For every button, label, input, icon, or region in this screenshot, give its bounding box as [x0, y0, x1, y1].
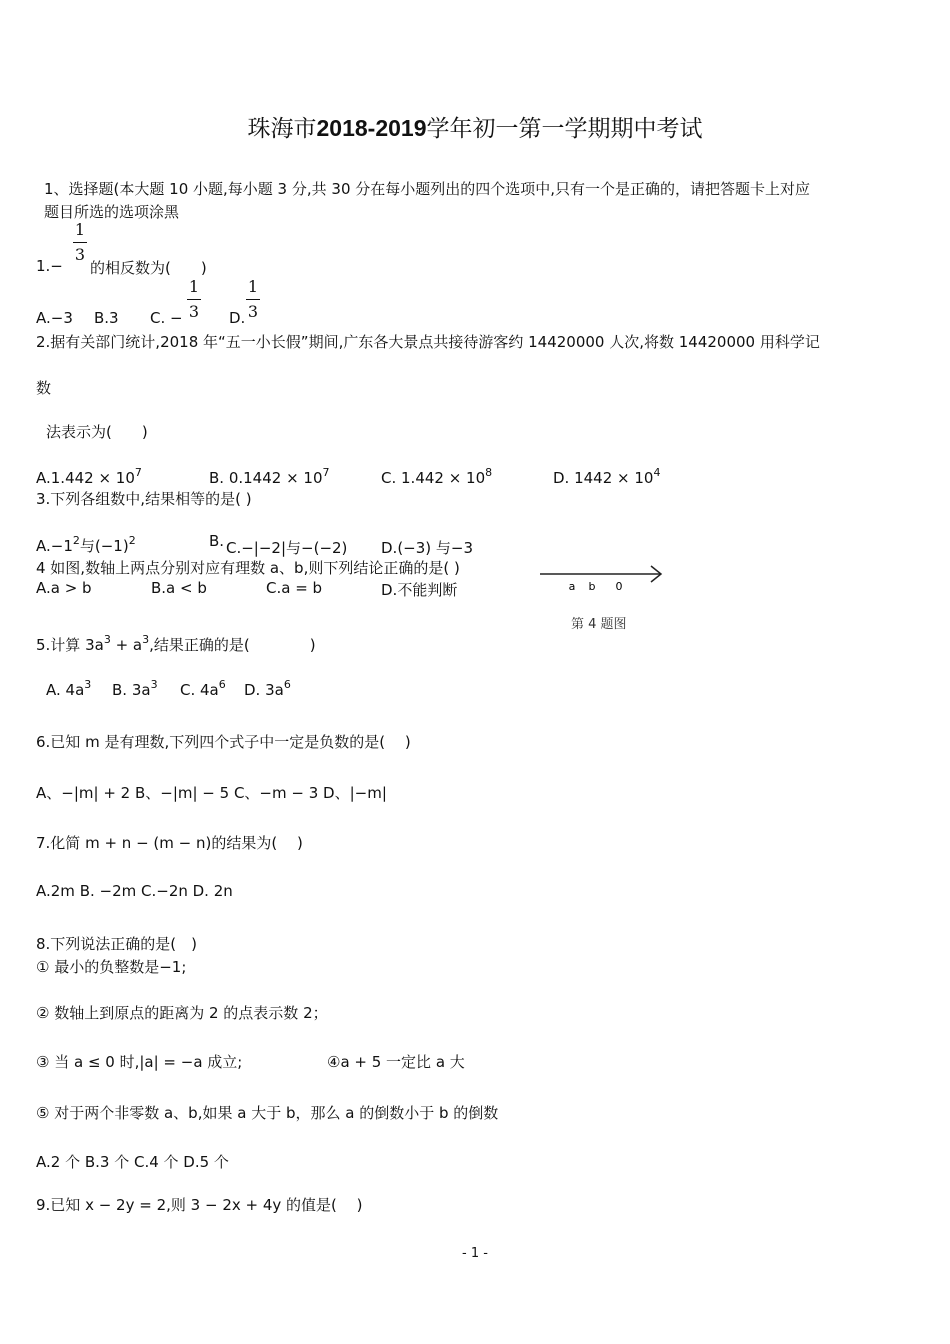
q1-option-d: D. — [229, 309, 246, 327]
q5-option-c: C. $4a^6$ — [180, 678, 226, 699]
number-line-figure — [535, 560, 670, 600]
q1-option-d-fraction: 1 3 — [247, 277, 259, 321]
q8-statement-1: ① 最小的负整数是−1; — [36, 958, 187, 976]
q5-stem: 5.计算 $3a^3 + a^3$,结果正确的是( ) — [36, 633, 316, 654]
q7-options: A.2m B. −2m C.−2n D. 2n — [36, 882, 233, 900]
q8-options: A.2 个 B.3 个 C.4 个 D.5 个 — [36, 1153, 229, 1171]
q8-statement-5: ⑤ 对于两个非零数 a、b,如果 a 大于 b，那么 a 的倒数小于 b 的倒数 — [36, 1104, 499, 1122]
q1-option-a: A.−3 — [36, 309, 73, 327]
section-instruction-line1: 1、选择题(本大题 10 小题,每小题 3 分,共 30 分在每小题列出的四个选项中,只有一个是正确的，请把答题卡上对应 — [44, 180, 811, 198]
number-line-label-0: 0 — [615, 580, 623, 593]
q6-options: A、−|m| + 2 B、−|m| − 5 C、−m − 3 D、|−m| — [36, 784, 387, 802]
figure-caption: 第 4 题图 — [571, 617, 627, 632]
q5-option-a: A. $4a^3$ — [46, 678, 92, 699]
section-instruction-line2: 题目所选的选项涂黑 — [44, 203, 180, 221]
q8-statement-4: ④a + 5 一定比 a 大 — [327, 1053, 465, 1071]
title-years: 2018-2019 — [316, 115, 427, 141]
q4-option-d: D.不能判断 — [381, 581, 458, 599]
q3-option-b: B. — [209, 532, 225, 550]
q2-stem-line1: 2.据有关部门统计,2018 年“五一小长假”期间,广东各大景点共接待游客约 14420000 人次,将数 14420000 用科学记 — [36, 333, 820, 351]
q4-option-c: C.a = b — [266, 579, 323, 597]
q3-option-d: D.(−3) 与−3 — [381, 539, 474, 557]
q9-stem: 9.已知 x − 2y = 2,则 3 − 2x + 4y 的值是( ) — [36, 1196, 363, 1214]
q4-option-a: A.a > b — [36, 579, 92, 597]
q2-stem-line2: 数 — [36, 379, 52, 397]
q1-option-b: B.3 — [94, 309, 119, 327]
q5-option-d: D. $3a^6$ — [244, 678, 291, 699]
q5-option-b: B. $3a^3$ — [112, 678, 158, 699]
q2-option-a: $A.1.442 \times 10^7$ — [36, 466, 142, 487]
q6-stem: 6.已知 m 是有理数,下列四个式子中一定是负数的是( ) — [36, 733, 411, 751]
q8-statement-2: ② 数轴上到原点的距离为 2 的点表示数 2； — [36, 1004, 328, 1022]
number-line-label-b: b — [588, 580, 596, 593]
q1-prefix: 1.− — [36, 257, 63, 275]
page-number: - 1 - — [462, 1246, 488, 1261]
q4-option-b: B.a < b — [151, 579, 207, 597]
q8-stem: 8.下列说法正确的是( ) — [36, 935, 198, 953]
q1-option-c: C. − — [150, 309, 183, 327]
q2-option-b: B. $0.1442 \times 10^7$ — [209, 466, 330, 487]
q2-option-d: D. $1442 \times 10^4$ — [553, 466, 661, 487]
q7-stem: 7.化简 m + n − (m − n)的结果为( ) — [36, 834, 303, 852]
q3-option-a: $A.-1^2$与$(-1)^2$ — [36, 534, 136, 555]
q3-stem: 3.下列各组数中,结果相等的是( ) — [36, 490, 252, 508]
q1-fraction: 1 3 — [74, 220, 86, 264]
q3-option-c: C.−|−2|与−(−2) — [226, 539, 348, 557]
q4-stem: 4 如图,数轴上两点分别对应有理数 a、b,则下列结论正确的是( ) — [36, 559, 460, 577]
q2-option-c: C. $1.442 \times 10^8$ — [381, 466, 493, 487]
q1-option-c-fraction: 1 3 — [188, 277, 200, 321]
q2-stem-line3: 法表示为( ) — [46, 423, 148, 441]
number-line-label-a: a — [568, 580, 576, 593]
q8-statement-3: ③ 当 a ≤ 0 时,|a| = −a 成立; — [36, 1053, 243, 1071]
q1-stem: 的相反数为( ) — [90, 259, 207, 277]
page-title: 珠海市2018-2019学年初一第一学期期中考试 — [247, 115, 703, 142]
